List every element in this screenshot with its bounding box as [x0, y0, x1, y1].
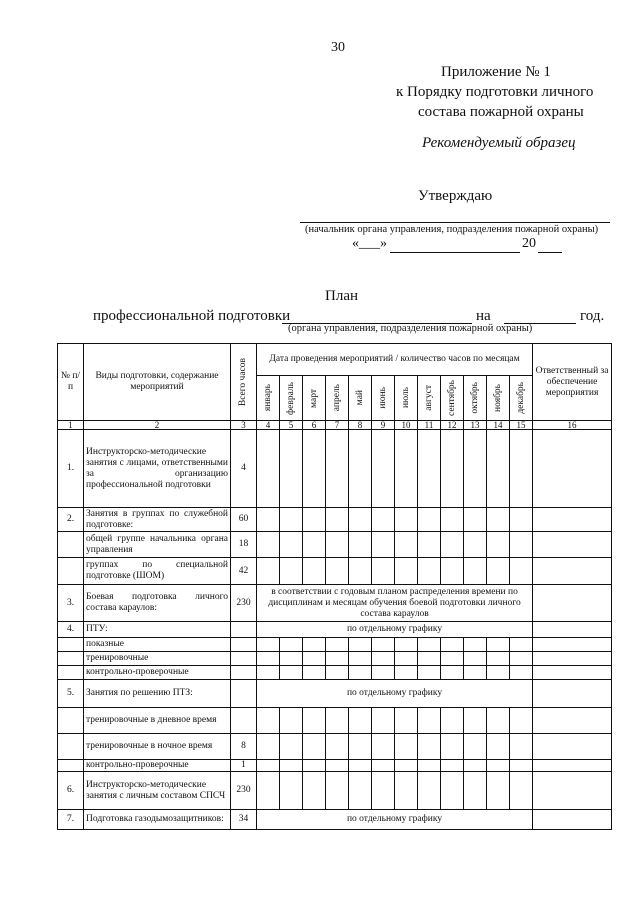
column-number: 5 — [280, 421, 303, 430]
month-cell — [280, 708, 303, 734]
responsible-cell — [533, 772, 612, 810]
month-cell — [395, 708, 418, 734]
column-number: 14 — [487, 421, 510, 430]
responsible-cell — [533, 810, 612, 830]
month-cell — [349, 708, 372, 734]
table-row — [58, 734, 612, 760]
table-row — [58, 810, 612, 830]
month-cell — [487, 532, 510, 558]
responsible-cell — [533, 532, 612, 558]
month-cell — [349, 760, 372, 772]
column-number: 1 — [58, 421, 84, 430]
row-num — [58, 708, 84, 734]
row-text: тренировочные — [84, 652, 231, 666]
month-cell — [395, 734, 418, 760]
signature-line — [300, 222, 610, 223]
approve-year: 20 — [522, 236, 536, 251]
month-cell — [510, 666, 533, 680]
row-num — [58, 532, 84, 558]
month-cell — [418, 508, 441, 532]
row-text: контрольно-проверочные — [84, 760, 231, 772]
column-number: 2 — [84, 421, 231, 430]
month-cell — [441, 652, 464, 666]
month-cell — [441, 558, 464, 585]
month-header: март — [303, 376, 326, 421]
month-cell — [487, 760, 510, 772]
month-cell — [418, 652, 441, 666]
month-cell — [257, 532, 280, 558]
month-cell — [464, 652, 487, 666]
month-cell — [280, 430, 303, 508]
column-number: 9 — [372, 421, 395, 430]
month-cell — [303, 708, 326, 734]
month-header: август — [418, 376, 441, 421]
month-cell — [395, 652, 418, 666]
month-cell — [326, 708, 349, 734]
month-cell — [487, 666, 510, 680]
plan-on: на — [476, 308, 491, 324]
row-text: Инструкторско-методические занятия с личным составом СПСЧ — [84, 772, 231, 810]
table-row — [58, 558, 612, 585]
row-num: 5. — [58, 680, 84, 708]
column-number: 10 — [395, 421, 418, 430]
header-total: Всего часов — [231, 344, 257, 421]
month-cell — [303, 666, 326, 680]
month-cell — [464, 430, 487, 508]
month-cell — [303, 532, 326, 558]
row-num: 7. — [58, 810, 84, 830]
month-cell — [418, 666, 441, 680]
month-cell — [326, 508, 349, 532]
month-cell — [372, 760, 395, 772]
month-cell — [510, 734, 533, 760]
month-cell — [303, 734, 326, 760]
month-cell — [303, 558, 326, 585]
plan-line: профессиональной подготовки — [93, 308, 291, 324]
month-cell — [418, 558, 441, 585]
plan-year: год. — [580, 308, 605, 324]
month-cell — [510, 508, 533, 532]
month-cell — [326, 558, 349, 585]
row-text: показные — [84, 638, 231, 652]
month-cell — [510, 708, 533, 734]
month-cell — [372, 638, 395, 652]
month-cell — [303, 772, 326, 810]
month-cell — [349, 558, 372, 585]
row-text: тренировочные в ночное время — [84, 734, 231, 760]
plan-table — [57, 343, 612, 830]
row-total: 1 — [231, 760, 257, 772]
month-cell — [395, 760, 418, 772]
month-cell — [464, 558, 487, 585]
month-cell — [441, 708, 464, 734]
month-cell — [257, 666, 280, 680]
month-cell — [257, 638, 280, 652]
month-cell — [326, 772, 349, 810]
row-text: тренировочные в дневное время — [84, 708, 231, 734]
row-total: 8 — [231, 734, 257, 760]
row-merged-note: в соответствии с годовым планом распределения времени по дисциплинам и месяцам обучения боевой подготовки личного состава караулов — [257, 585, 533, 622]
column-number: 3 — [231, 421, 257, 430]
month-cell — [487, 638, 510, 652]
row-total: 34 — [231, 810, 257, 830]
table-row — [58, 532, 612, 558]
row-text: Подготовка газодымозащитников: — [84, 810, 231, 830]
responsible-cell — [533, 680, 612, 708]
month-cell — [372, 430, 395, 508]
month-cell — [257, 772, 280, 810]
month-cell — [372, 508, 395, 532]
month-cell — [303, 760, 326, 772]
month-cell — [303, 638, 326, 652]
row-num: 4. — [58, 622, 84, 638]
month-cell — [303, 508, 326, 532]
row-total: 230 — [231, 772, 257, 810]
row-total: 42 — [231, 558, 257, 585]
month-cell — [395, 558, 418, 585]
month-cell — [372, 734, 395, 760]
month-cell — [395, 638, 418, 652]
month-cell — [487, 708, 510, 734]
month-cell — [418, 734, 441, 760]
month-header: июнь — [372, 376, 395, 421]
month-cell — [441, 760, 464, 772]
month-cell — [349, 638, 372, 652]
row-num — [58, 666, 84, 680]
month-cell — [487, 558, 510, 585]
column-number: 15 — [510, 421, 533, 430]
page-number: 30 — [331, 40, 345, 55]
month-cell — [418, 708, 441, 734]
plan-caption: (органа управления, подразделения пожарной охраны) — [288, 323, 533, 334]
month-cell — [372, 652, 395, 666]
month-cell — [441, 532, 464, 558]
column-number: 4 — [257, 421, 280, 430]
row-num — [58, 760, 84, 772]
month-cell — [326, 430, 349, 508]
month-cell — [441, 734, 464, 760]
table-row — [58, 652, 612, 666]
month-cell — [464, 638, 487, 652]
date-month-line — [390, 252, 520, 253]
row-text: общей группе начальника органа управления — [84, 532, 231, 558]
row-num: 3. — [58, 585, 84, 622]
column-number: 16 — [533, 421, 612, 430]
row-total — [231, 622, 257, 638]
month-cell — [349, 652, 372, 666]
table-row — [58, 680, 612, 708]
month-cell — [441, 638, 464, 652]
appendix-line1: Приложение № 1 — [441, 64, 551, 80]
month-cell — [257, 708, 280, 734]
table-row — [58, 622, 612, 638]
month-cell — [280, 652, 303, 666]
row-num: 6. — [58, 772, 84, 810]
month-cell — [464, 772, 487, 810]
row-text: Инструкторско-методические занятия с лицами, ответственными за организацию профессиональной подготовки — [84, 430, 231, 508]
month-cell — [510, 652, 533, 666]
row-total: 230 — [231, 585, 257, 622]
month-header: январь — [257, 376, 280, 421]
year-line — [538, 252, 562, 253]
row-total: 18 — [231, 532, 257, 558]
month-cell — [326, 666, 349, 680]
month-cell — [441, 772, 464, 810]
month-cell — [280, 772, 303, 810]
month-cell — [487, 772, 510, 810]
month-cell — [280, 734, 303, 760]
month-cell — [395, 532, 418, 558]
month-cell — [257, 508, 280, 532]
month-cell — [257, 734, 280, 760]
month-cell — [510, 430, 533, 508]
month-cell — [349, 734, 372, 760]
month-cell — [441, 430, 464, 508]
month-cell — [326, 532, 349, 558]
table-row — [58, 666, 612, 680]
month-cell — [510, 760, 533, 772]
month-cell — [418, 532, 441, 558]
month-header: октябрь — [464, 376, 487, 421]
column-number: 13 — [464, 421, 487, 430]
plan-title: План — [325, 288, 359, 304]
row-total: 60 — [231, 508, 257, 532]
month-cell — [349, 666, 372, 680]
row-text: Занятия в группах по служебной подготовке: — [84, 508, 231, 532]
month-cell — [487, 430, 510, 508]
row-num — [58, 734, 84, 760]
month-cell — [349, 508, 372, 532]
appendix-line2: к Порядку подготовки личного — [396, 84, 594, 100]
month-cell — [395, 772, 418, 810]
month-cell — [257, 558, 280, 585]
month-cell — [464, 666, 487, 680]
month-cell — [441, 666, 464, 680]
column-number: 8 — [349, 421, 372, 430]
responsible-cell — [533, 508, 612, 532]
month-cell — [418, 772, 441, 810]
approve-caption: (начальник органа управления, подразделения пожарной охраны) — [305, 224, 599, 235]
row-text: Боевая подготовка личного состава караулов: — [84, 585, 231, 622]
row-num — [58, 652, 84, 666]
month-cell — [510, 638, 533, 652]
responsible-cell — [533, 760, 612, 772]
responsible-cell — [533, 585, 612, 622]
month-cell — [280, 508, 303, 532]
month-cell — [418, 760, 441, 772]
header-num: № п/п — [58, 344, 84, 421]
table-row — [58, 508, 612, 532]
responsible-cell — [533, 558, 612, 585]
month-cell — [510, 532, 533, 558]
responsible-cell — [533, 708, 612, 734]
month-cell — [487, 652, 510, 666]
row-num — [58, 558, 84, 585]
responsible-cell — [533, 622, 612, 638]
row-num: 1. — [58, 430, 84, 508]
month-cell — [349, 430, 372, 508]
month-cell — [303, 430, 326, 508]
month-cell — [441, 508, 464, 532]
table-row — [58, 585, 612, 622]
row-num — [58, 638, 84, 652]
month-cell — [280, 532, 303, 558]
row-total — [231, 652, 257, 666]
month-cell — [418, 638, 441, 652]
column-number: 12 — [441, 421, 464, 430]
header-kind: Виды подготовки, содержание мероприятий — [84, 344, 231, 421]
month-cell — [326, 638, 349, 652]
month-header: декабрь — [510, 376, 533, 421]
month-cell — [464, 708, 487, 734]
responsible-cell — [533, 430, 612, 508]
month-cell — [349, 532, 372, 558]
month-cell — [372, 532, 395, 558]
month-cell — [464, 734, 487, 760]
row-total — [231, 666, 257, 680]
month-cell — [372, 666, 395, 680]
month-cell — [280, 638, 303, 652]
month-cell — [464, 508, 487, 532]
row-total — [231, 638, 257, 652]
table-row — [58, 638, 612, 652]
month-cell — [487, 734, 510, 760]
responsible-cell — [533, 638, 612, 652]
month-cell — [395, 430, 418, 508]
month-cell — [372, 708, 395, 734]
month-cell — [395, 666, 418, 680]
month-cell — [326, 652, 349, 666]
row-total — [231, 708, 257, 734]
month-header: апрель — [326, 376, 349, 421]
column-number: 7 — [326, 421, 349, 430]
month-cell — [372, 772, 395, 810]
row-text: Занятия по решению ПТЗ: — [84, 680, 231, 708]
month-cell — [510, 772, 533, 810]
table-row — [58, 760, 612, 772]
month-cell — [464, 760, 487, 772]
responsible-cell — [533, 652, 612, 666]
column-number: 6 — [303, 421, 326, 430]
approve-date-open: «___» — [352, 236, 387, 251]
month-cell — [326, 760, 349, 772]
sample-label: Рекомендуемый образец — [422, 135, 576, 151]
header-dates: Дата проведения мероприятий / количество часов по месяцам — [257, 344, 533, 376]
table-row — [58, 430, 612, 508]
row-merged-note: по отдельному графику — [257, 810, 533, 830]
row-total — [231, 680, 257, 708]
month-cell — [257, 652, 280, 666]
table-row — [58, 772, 612, 810]
responsible-cell — [533, 734, 612, 760]
month-cell — [303, 652, 326, 666]
month-cell — [395, 508, 418, 532]
row-text: группах по специальной подготовке (ШОМ) — [84, 558, 231, 585]
column-number: 11 — [418, 421, 441, 430]
month-cell — [280, 760, 303, 772]
header-responsible: Ответственный за обеспечение мероприятия — [533, 344, 612, 421]
month-header: сентябрь — [441, 376, 464, 421]
row-num: 2. — [58, 508, 84, 532]
month-header: июль — [395, 376, 418, 421]
month-cell — [326, 734, 349, 760]
appendix-line3: состава пожарной охраны — [418, 104, 584, 120]
month-cell — [257, 430, 280, 508]
month-cell — [510, 558, 533, 585]
row-text: контрольно-проверочные — [84, 666, 231, 680]
month-header: февраль — [280, 376, 303, 421]
month-cell — [257, 760, 280, 772]
month-cell — [349, 772, 372, 810]
responsible-cell — [533, 666, 612, 680]
month-cell — [487, 508, 510, 532]
month-header: май — [349, 376, 372, 421]
month-cell — [464, 532, 487, 558]
table-row — [58, 708, 612, 734]
approve-title: Утверждаю — [418, 188, 493, 204]
month-cell — [372, 558, 395, 585]
month-cell — [280, 666, 303, 680]
month-header: ноябрь — [487, 376, 510, 421]
row-merged-note: по отдельному графику — [257, 680, 533, 708]
row-text: ПТУ: — [84, 622, 231, 638]
month-cell — [418, 430, 441, 508]
month-cell — [280, 558, 303, 585]
row-total: 4 — [231, 430, 257, 508]
row-merged-note: по отдельному графику — [257, 622, 533, 638]
